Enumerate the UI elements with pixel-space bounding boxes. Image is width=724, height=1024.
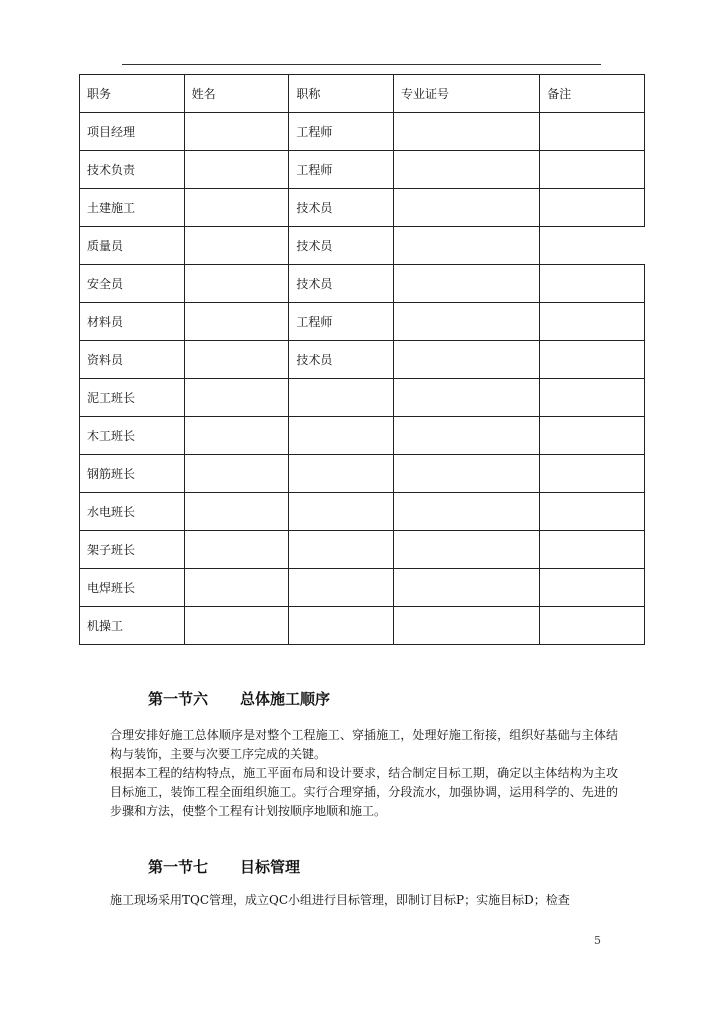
cell-note	[540, 227, 645, 265]
cell-duty: 木工班长	[80, 417, 185, 455]
section-6-number: 第一节六	[148, 690, 209, 708]
section-7-heading	[148, 856, 300, 877]
cell-note	[540, 113, 645, 151]
cell-duty: 架子班长	[80, 531, 185, 569]
cell-title	[289, 607, 394, 645]
cell-note	[540, 189, 645, 227]
section-6-title: 总体施工顺序	[240, 690, 331, 708]
cell-duty: 钢筋班长	[80, 455, 185, 493]
cell-name	[184, 417, 289, 455]
cell-cert	[393, 189, 539, 227]
table-row	[80, 493, 645, 531]
cell-note	[540, 455, 645, 493]
table-row	[80, 531, 645, 569]
cell-title: 技术员	[289, 341, 394, 379]
cell-note	[540, 607, 645, 645]
cell-duty: 质量员	[80, 227, 185, 265]
cell-duty: 土建施工	[80, 189, 185, 227]
header-cert: 专业证号	[393, 75, 539, 113]
cell-name	[184, 189, 289, 227]
cell-title: 工程师	[289, 303, 394, 341]
cell-note	[540, 417, 645, 455]
cell-cert	[393, 379, 539, 417]
cell-name	[184, 607, 289, 645]
cell-note	[540, 493, 645, 531]
cell-cert	[393, 265, 539, 303]
table-row	[80, 569, 645, 607]
cell-name	[184, 113, 289, 151]
cell-title	[289, 493, 394, 531]
cell-note	[540, 265, 645, 303]
cell-name	[184, 379, 289, 417]
section-7-body	[110, 891, 618, 910]
section-7-paragraph: 施工现场采用TQC管理，成立QC小组进行目标管理，即制订目标P；实施目标D；检查	[110, 893, 570, 907]
section-6-paragraph-1: 合理安排好施工总体顺序是对整个工程施工、穿插施工，处理好施工衔接，组织好基础与主体结构与装饰，主要与次要工序完成的关键。	[110, 728, 618, 761]
cell-duty: 电焊班长	[80, 569, 185, 607]
header-rule	[122, 64, 601, 65]
section-7-title: 目标管理	[240, 858, 301, 876]
section-6-paragraph-2: 根据本工程的结构特点，施工平面布局和设计要求，结合制定目标工期，确定以主体结构为主攻目标施工，装饰工程全面组织施工。实行合理穿插，分段流水，加强协调，运用科学的、先进的步骤和方法，使整个工程有计划按顺序地顺和施工。	[110, 766, 618, 818]
staff-table	[79, 74, 645, 645]
table-row	[80, 417, 645, 455]
cell-note	[540, 531, 645, 569]
cell-name	[184, 493, 289, 531]
cell-cert	[393, 303, 539, 341]
cell-duty: 机操工	[80, 607, 185, 645]
cell-cert	[393, 455, 539, 493]
cell-title: 技术员	[289, 189, 394, 227]
table-row	[80, 341, 645, 379]
header-duty: 职务	[80, 75, 185, 113]
header-name: 姓名	[184, 75, 289, 113]
cell-name	[184, 341, 289, 379]
cell-cert	[393, 113, 539, 151]
header-note: 备注	[540, 75, 645, 113]
cell-title: 技术员	[289, 265, 394, 303]
cell-cert	[393, 341, 539, 379]
cell-cert	[393, 569, 539, 607]
cell-note	[540, 379, 645, 417]
cell-title: 工程师	[289, 113, 394, 151]
cell-duty: 水电班长	[80, 493, 185, 531]
cell-cert	[393, 227, 539, 265]
cell-note	[540, 151, 645, 189]
cell-cert	[393, 493, 539, 531]
table-row	[80, 265, 645, 303]
section-7-number: 第一节七	[148, 858, 209, 876]
section-6-heading	[148, 688, 330, 709]
cell-duty: 资料员	[80, 341, 185, 379]
table-row	[80, 227, 645, 265]
cell-name	[184, 303, 289, 341]
cell-note	[540, 341, 645, 379]
page-number: 5	[594, 934, 601, 947]
cell-cert	[393, 607, 539, 645]
cell-name	[184, 569, 289, 607]
cell-duty: 材料员	[80, 303, 185, 341]
cell-duty: 安全员	[80, 265, 185, 303]
cell-name	[184, 151, 289, 189]
cell-title	[289, 455, 394, 493]
staff-table-body	[80, 75, 645, 645]
table-row	[80, 607, 645, 645]
cell-title: 工程师	[289, 151, 394, 189]
cell-title	[289, 417, 394, 455]
cell-name	[184, 227, 289, 265]
cell-title	[289, 531, 394, 569]
cell-name	[184, 531, 289, 569]
cell-title	[289, 569, 394, 607]
cell-cert	[393, 151, 539, 189]
section-6-body	[110, 726, 618, 821]
cell-duty: 泥工班长	[80, 379, 185, 417]
cell-name	[184, 265, 289, 303]
cell-title	[289, 379, 394, 417]
cell-duty: 项目经理	[80, 113, 185, 151]
table-header-row	[80, 75, 645, 113]
cell-cert	[393, 531, 539, 569]
cell-title: 技术员	[289, 227, 394, 265]
cell-cert	[393, 417, 539, 455]
table-row	[80, 379, 645, 417]
header-title: 职称	[289, 75, 394, 113]
table-row	[80, 455, 645, 493]
table-row	[80, 113, 645, 151]
table-row	[80, 189, 645, 227]
table-row	[80, 151, 645, 189]
table-row	[80, 303, 645, 341]
cell-note	[540, 303, 645, 341]
cell-note	[540, 569, 645, 607]
cell-name	[184, 455, 289, 493]
cell-duty: 技术负责	[80, 151, 185, 189]
